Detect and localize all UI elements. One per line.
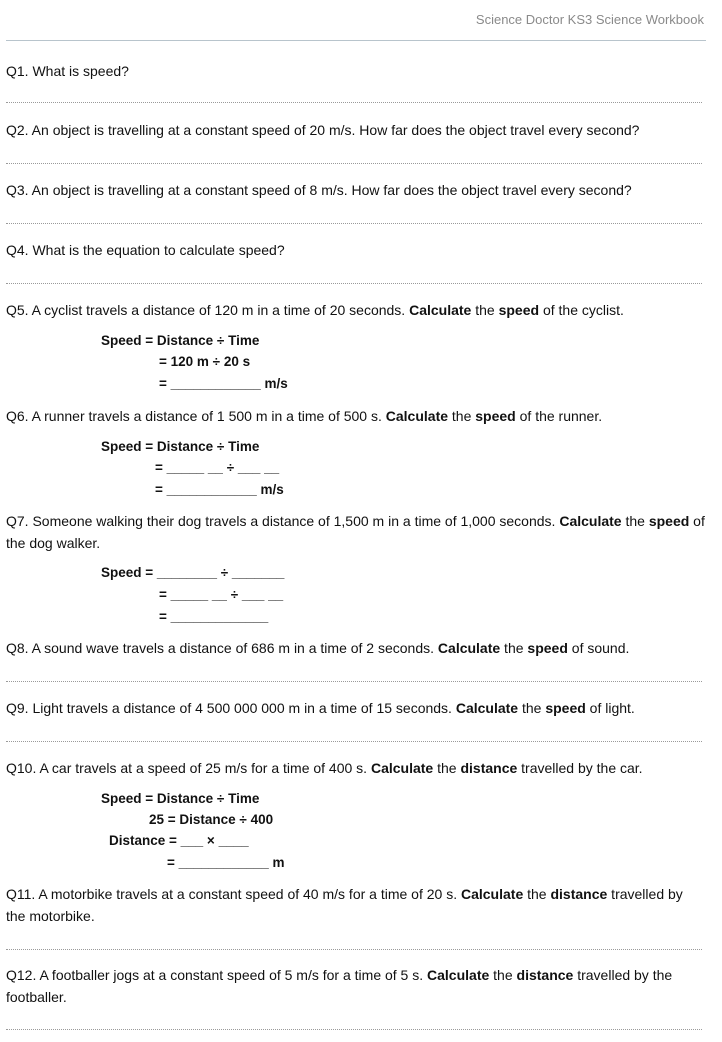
question-5: Q5. A cyclist travels a distance of 120 m in a time of 20 seconds. Calculate the speed of the cyclist.	[6, 302, 624, 318]
question-12: Q12. A footballer jogs at a constant speed of 5 m/s for a time of 5 s. Calculate the distance travelled by the footballer.	[6, 967, 673, 1005]
q10-working-line-4[interactable]: = ____________ m	[167, 855, 285, 870]
question-11: Q11. A motorbike travels at a constant speed of 40 m/s for a time of 20 s. Calculate the distance travelled by the motorbike.	[6, 886, 683, 924]
question-3: Q3. An object is travelling at a constant speed of 8 m/s. How far does the object travel every second?	[6, 182, 632, 198]
q7-working-line-2[interactable]: = _____ __ ÷ ___ __	[159, 587, 284, 602]
q10-working-line-2: 25 = Distance ÷ 400	[149, 812, 274, 827]
q10-working-line-3[interactable]: Distance = ___ × ____	[109, 833, 249, 848]
question-2: Q2. An object is travelling at a constant speed of 20 m/s. How far does the object travel every second?	[6, 122, 640, 138]
question-4: Q4. What is the equation to calculate speed?	[6, 242, 285, 258]
q5-working-line-2: = 120 m ÷ 20 s	[159, 354, 251, 369]
question-8: Q8. A sound wave travels a distance of 686 m in a time of 2 seconds. Calculate the speed of sound.	[6, 640, 630, 656]
header-divider	[6, 40, 706, 41]
q7-working-line-3[interactable]: = _____________	[159, 609, 269, 624]
q10-working-line-1: Speed = Distance ÷ Time	[101, 791, 260, 806]
q6-working-line-3[interactable]: = ____________ m/s	[155, 482, 284, 497]
question-6: Q6. A runner travels a distance of 1 500 m in a time of 500 s. Calculate the speed of the runner.	[6, 408, 603, 424]
question-1: Q1. What is speed?	[6, 63, 129, 79]
q6-working-line-2[interactable]: = _____ __ ÷ ___ __	[155, 460, 280, 475]
answer-line-4[interactable]	[6, 283, 702, 284]
q6-working-line-1: Speed = Distance ÷ Time	[101, 439, 260, 454]
question-9: Q9. Light travels a distance of 4 500 000 000 m in a time of 15 seconds. Calculate the speed of light.	[6, 700, 635, 716]
q5-working-line-3[interactable]: = ____________ m/s	[159, 376, 288, 391]
answer-line-3[interactable]	[6, 223, 702, 224]
answer-line-1[interactable]	[6, 102, 702, 103]
q7-working-line-1[interactable]: Speed = ________ ÷ _______	[101, 565, 285, 580]
answer-line-8[interactable]	[6, 681, 702, 682]
answer-line-2[interactable]	[6, 163, 702, 164]
answer-line-12[interactable]	[6, 1029, 702, 1030]
answer-line-11[interactable]	[6, 949, 702, 950]
answer-line-9[interactable]	[6, 741, 702, 742]
workbook-title: Science Doctor KS3 Science Workbook	[475, 12, 704, 27]
q5-working-line-1: Speed = Distance ÷ Time	[101, 333, 260, 348]
question-7: Q7. Someone walking their dog travels a distance of 1,500 m in a time of 1,000 seconds. Calculate the speed of the dog walker.	[6, 513, 705, 551]
question-10: Q10. A car travels at a speed of 25 m/s for a time of 400 s. Calculate the distance travelled by the car.	[6, 760, 643, 776]
